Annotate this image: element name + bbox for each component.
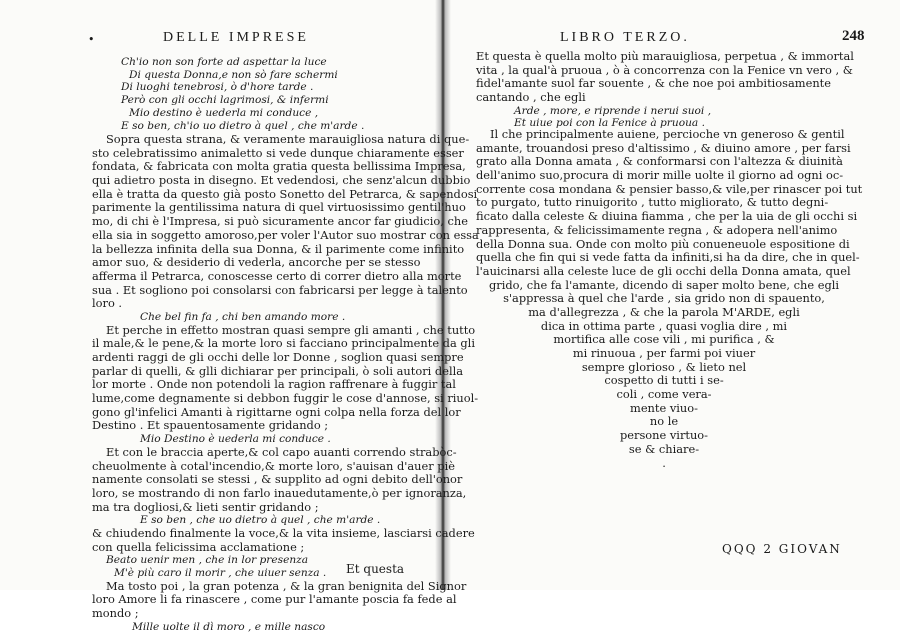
text-line: Ma tosto poi , la gran potenza , & la gran benignita del Signor xyxy=(106,578,467,593)
text-line: loro . xyxy=(92,296,123,311)
text-line: ella sia in soggetto amoroso,per voler l'Autor suo mostrar con essa xyxy=(92,227,479,242)
text-line: grido, che fa l'amante, dicendo di saper molto bene, che egli xyxy=(488,277,840,292)
text-line: Et perche in effetto mostran quasi sempre gli amanti , che tutto xyxy=(106,322,476,337)
verse-line: E so ben , che uo dietro à quel , che m'arde . xyxy=(140,514,381,527)
text-line: Sopra questa strana, & veramente marauigliosa natura di que- xyxy=(106,132,470,146)
text-line: afferma il Petrarca, conoscesse certo di correr dietro alla morte xyxy=(92,268,462,283)
text-line: la bellezza infinita della sua Donna, & il parimente come infinito xyxy=(92,241,465,256)
text-line: Et con le braccia aperte,& col capo auanti correndo strabòc- xyxy=(106,444,457,459)
catchword-right: QQQ 2 GIOVAN xyxy=(722,542,842,556)
text-line: sua . Et sogliono poi consolarsi con fabricarsi per legge à talento xyxy=(92,282,468,297)
verse-line: Mille uolte il dì moro , e mille nasco xyxy=(132,620,326,633)
verse-line: Di questa Donna,e non sò fare schermi xyxy=(129,68,338,81)
text-line: loro Amore li fa rinascere , come pur l'amante poscia fa fede al xyxy=(92,592,457,607)
text-line: con quella felicissima acclamatione ; xyxy=(92,539,305,554)
text-line: rappresenta, & felicissimamente regna , & adopera nell'animo xyxy=(476,222,838,237)
text-line: ficato dalla celeste & diuina fiamma , che per la uia de gli occhi si xyxy=(476,209,858,224)
verse-line: Mio Destino è uederla mi conduce . xyxy=(140,433,331,446)
verse-block-1 xyxy=(121,56,364,132)
text-line: parimente la gentilissima natura di quel virtuosissimo gentil'huo xyxy=(92,200,466,215)
text-line: s'appressa à quel che l'arde , sia grido non di spauento, xyxy=(503,291,825,306)
text-line: dica in ottima parte , quasi voglia dire , mi xyxy=(540,318,788,333)
text-line: & chiudendo finalmente la voce,& la vita insieme, lasciarsi cadere xyxy=(92,525,475,540)
text-line: gono gl'infelici Amanti à rigittarne ogni colpa nella forza del lor xyxy=(92,404,461,419)
paragraph-1 xyxy=(92,133,479,634)
text-line: . xyxy=(662,455,666,470)
text-line: ella è tratta da questo già posto Sonetto del Petrarca, & sapendosi xyxy=(92,186,478,201)
verse-line: Beato uenir men , che in lor presenza xyxy=(106,554,309,567)
text-line: quella che fin qui si vede fatta da infiniti,si ha da dire, che in quel- xyxy=(476,250,860,265)
text-line: loro, se mostrando di non farlo inauedutamente,ò per ignoranza, xyxy=(92,485,467,500)
text-line: mortifica alle cose vili , mi purifica , & xyxy=(553,332,775,347)
text-line: della Donna sua. Onde con molto più conueneuole espositione di xyxy=(476,236,850,251)
text-line: Et questa è quella molto più marauigliosa, perpetua , & immortal xyxy=(476,49,854,63)
text-line: ma d'allegrezza , & che la parola M'ARDE, egli xyxy=(528,304,800,319)
text-line: l'auicinarsi alla celeste luce de gli occhi della Donna amata, quel xyxy=(476,263,851,278)
text-line: parlar di quelli, & glli dichiarar per principali, ò soli autori della xyxy=(92,363,464,378)
verse-line: E so ben, ch'io uo dietro à quel , che m'arde . xyxy=(121,119,365,132)
verse-line: Che bel fin fa , chi ben amando more . xyxy=(140,310,346,323)
text-line: sto celebratissimo animaletto si vede dunque chiaramente esser xyxy=(92,145,464,160)
text-line: mente viuo- xyxy=(630,400,698,415)
text-line: lume,come degnamente si debbon fuggir le cose d'annose, si riuol- xyxy=(92,391,479,406)
text-line: amor suo, & desiderio di vederla, ancorche per se stesso xyxy=(92,255,421,270)
text-line: ardenti raggi de gli occhi delle lor Donne , soglion quasi sempre xyxy=(92,350,464,365)
verse-line: Arde , more, e riprende i nerui suoi , xyxy=(514,104,712,117)
verse-line: M'è più caro il morir , che uiuer senza . xyxy=(114,567,327,580)
running-head-right: LIBRO TERZO. xyxy=(560,30,690,45)
text-line: qui adietro posta in disegno. Et vedendosi, che senz'alcun dubbio xyxy=(92,173,471,188)
right-page xyxy=(452,0,900,590)
text-line: mondo ; xyxy=(92,606,139,621)
text-line: coli , come vera- xyxy=(616,387,712,402)
text-line: vita , la qual'à pruoua , ò à concorrenza con la Fenice vn vero , & xyxy=(476,62,853,77)
text-line: no le xyxy=(649,414,679,429)
text-line: namente consolati se stessi , & supplito ad ogni debito dell'onor xyxy=(92,472,463,487)
page-ornament: • xyxy=(88,33,95,46)
text-line: sempre glorioso , & lieto nel xyxy=(581,359,747,374)
verse-line: Et uiue poi con la Fenice à pruoua . xyxy=(514,117,705,130)
text-line: fidel'amante suol far souente , & che noe poi ambitiosamente xyxy=(476,76,831,91)
tapered-paragraph xyxy=(476,127,863,470)
verse-line: Però con gli occhi lagrimosi, & infermi xyxy=(121,94,329,107)
text-line: mo, di chi è l'Impresa, si può sicuramente ancor far giudicio, che xyxy=(92,214,468,229)
verse-line: Ch'io non son forte ad aspettar la luce xyxy=(121,56,327,68)
text-line: cospetto di tutti i se- xyxy=(604,373,724,388)
text-line: il male,& le pene,& la morte loro si facciano principalmente da gli xyxy=(92,336,475,351)
text-line: amante, trouandosi preso d'altissimo , & diuino amore , per farsi xyxy=(476,140,851,155)
text-line: ma tra dogliosi,& lieti sentir gridando ; xyxy=(92,499,319,514)
catchword-left: Et questa xyxy=(346,562,405,576)
text-line: grato alla Donna amata , & conformarsi con l'altezza & diuinità xyxy=(476,154,843,169)
page-number: 248 xyxy=(842,28,865,44)
verse-line: Di luoghi tenebrosi, ò d'hore tarde . xyxy=(121,81,314,94)
text-line: mi rinuoua , per farmi poi viuer xyxy=(572,346,756,360)
text-line: fondata, & fabricata con molta gratia questa bellissima Impresa, xyxy=(92,159,466,174)
text-line: dell'animo suo,procura di morir mille uolte il giorno ad ogni oc- xyxy=(476,168,844,183)
text-line: cantando , che egli xyxy=(476,90,586,105)
text-line: corrente cosa mondana & pensier basso,& vile,per rinascer poi tut xyxy=(476,181,863,196)
paragraph-right-1 xyxy=(476,50,854,130)
text-line: Il che principalmente auiene, percioche vn generoso & gentil xyxy=(490,127,845,141)
text-line: lor morte . Onde non potendoli la ragion raffrenare à fuggir tal xyxy=(92,377,456,392)
running-head-left: DELLE IMPRESE xyxy=(163,30,309,45)
text-line: cheuolmente à cotal'incendio,& morte loro, s'auisan d'auer piè xyxy=(92,458,455,473)
verse-line: Mio destino è uederla mi conduce , xyxy=(129,106,319,119)
text-line: se & chiare- xyxy=(628,441,700,456)
text-line: to purgato, tutto rinuigorito , tutto migliorato, & tutto degni- xyxy=(476,195,829,210)
text-line: Destino . Et spauentosamente gridando ; xyxy=(92,418,329,433)
text-line: persone virtuo- xyxy=(619,428,709,443)
